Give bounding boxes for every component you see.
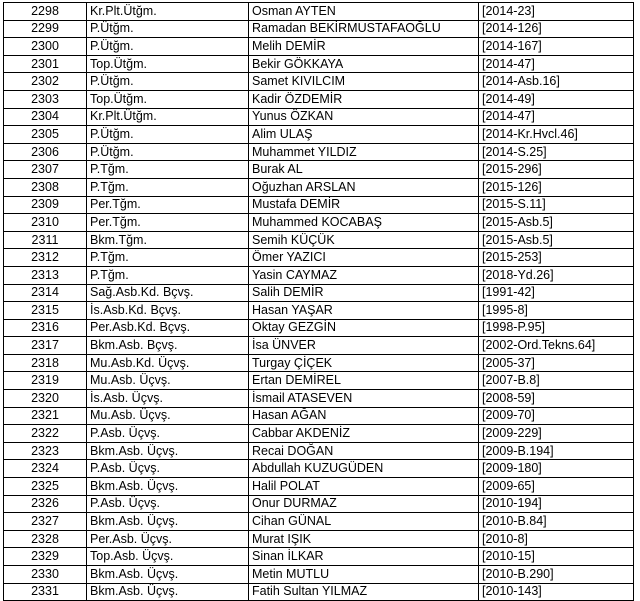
code-cell: [2015-Asb.5] — [479, 231, 634, 249]
rank-cell: Kr.Plt.Ütğm. — [87, 108, 249, 126]
name-cell: Recai DOĞAN — [249, 442, 479, 460]
rank-cell: Bkm.Asb. Bçvş. — [87, 337, 249, 355]
table-row — [4, 108, 634, 126]
name-cell: Alim ULAŞ — [249, 126, 479, 144]
table-row — [4, 390, 634, 408]
code-cell: [2014-167] — [479, 38, 634, 56]
rank-cell: Per.Asb.Kd. Bçvş. — [87, 319, 249, 337]
table-row — [4, 495, 634, 513]
rank-cell: Sağ.Asb.Kd. Bçvş. — [87, 284, 249, 302]
rank-cell: P.Tğm. — [87, 161, 249, 179]
table-row — [4, 460, 634, 478]
table-row — [4, 20, 634, 38]
rank-cell: P.Asb. Üçvş. — [87, 460, 249, 478]
row-number: 2328 — [4, 530, 87, 548]
name-cell: Hasan AĞAN — [249, 407, 479, 425]
code-cell: [2015-126] — [479, 178, 634, 196]
row-number: 2330 — [4, 566, 87, 584]
rank-cell: P.Tğm. — [87, 178, 249, 196]
row-number: 2309 — [4, 196, 87, 214]
code-cell: [1998-P.95] — [479, 319, 634, 337]
rank-cell: Mu.Asb. Üçvş. — [87, 407, 249, 425]
code-cell: [1991-42] — [479, 284, 634, 302]
code-cell: [2015-Asb.5] — [479, 214, 634, 232]
name-cell: Sinan İLKAR — [249, 548, 479, 566]
rank-cell: P.Ütğm. — [87, 126, 249, 144]
rank-cell: Per.Tğm. — [87, 214, 249, 232]
rank-cell: P.Tğm. — [87, 266, 249, 284]
table-row — [4, 442, 634, 460]
name-cell: Samet KIVILCIM — [249, 73, 479, 91]
rank-cell: P.Ütğm. — [87, 73, 249, 91]
table-row — [4, 407, 634, 425]
code-cell: [2009-65] — [479, 478, 634, 496]
code-cell: [2015-253] — [479, 249, 634, 267]
table-row — [4, 231, 634, 249]
name-cell: Fatih Sultan YILMAZ — [249, 583, 479, 601]
name-cell: Murat IŞIK — [249, 530, 479, 548]
table-row — [4, 3, 634, 21]
name-cell: Ertan DEMİREL — [249, 372, 479, 390]
code-cell: [2010-B.290] — [479, 566, 634, 584]
table-row — [4, 478, 634, 496]
table-row — [4, 161, 634, 179]
row-number: 2326 — [4, 495, 87, 513]
table-row — [4, 302, 634, 320]
row-number: 2323 — [4, 442, 87, 460]
rank-cell: Mu.Asb. Üçvş. — [87, 372, 249, 390]
code-cell: [2014-S.25] — [479, 143, 634, 161]
code-cell: [2018-Yd.26] — [479, 266, 634, 284]
code-cell: [2008-59] — [479, 390, 634, 408]
code-cell: [2014-47] — [479, 108, 634, 126]
rank-cell: P.Asb. Üçvş. — [87, 495, 249, 513]
name-cell: Cihan GÜNAL — [249, 513, 479, 531]
row-number: 2312 — [4, 249, 87, 267]
table-row — [4, 196, 634, 214]
code-cell: [2014-126] — [479, 20, 634, 38]
code-cell: [2010-143] — [479, 583, 634, 601]
rank-cell: Kr.Plt.Ütğm. — [87, 3, 249, 21]
row-number: 2300 — [4, 38, 87, 56]
row-number: 2307 — [4, 161, 87, 179]
row-number: 2322 — [4, 425, 87, 443]
rank-cell: Bkm.Asb. Üçvş. — [87, 478, 249, 496]
row-number: 2298 — [4, 3, 87, 21]
table-row — [4, 583, 634, 601]
row-number: 2304 — [4, 108, 87, 126]
row-number: 2331 — [4, 583, 87, 601]
table-row — [4, 178, 634, 196]
rank-cell: Top.Asb. Üçvş. — [87, 548, 249, 566]
table-row — [4, 337, 634, 355]
code-cell: [2010-15] — [479, 548, 634, 566]
table-row — [4, 530, 634, 548]
name-cell: Muhammet YILDIZ — [249, 143, 479, 161]
rank-cell: Per.Tğm. — [87, 196, 249, 214]
table-row — [4, 372, 634, 390]
rank-cell: İs.Asb.Kd. Bçvş. — [87, 302, 249, 320]
name-cell: Turgay ÇİÇEK — [249, 354, 479, 372]
row-number: 2310 — [4, 214, 87, 232]
code-cell: [2014-23] — [479, 3, 634, 21]
name-cell: Burak AL — [249, 161, 479, 179]
row-number: 2308 — [4, 178, 87, 196]
code-cell: [2014-49] — [479, 90, 634, 108]
code-cell: [2010-194] — [479, 495, 634, 513]
row-number: 2324 — [4, 460, 87, 478]
table-row — [4, 90, 634, 108]
table-row — [4, 548, 634, 566]
code-cell: [2010-B.84] — [479, 513, 634, 531]
table-row — [4, 354, 634, 372]
rank-cell: Top.Ütğm. — [87, 55, 249, 73]
rank-cell: Bkm.Tğm. — [87, 231, 249, 249]
rank-cell: Bkm.Asb. Üçvş. — [87, 566, 249, 584]
table-row — [4, 566, 634, 584]
name-cell: İsa ÜNVER — [249, 337, 479, 355]
code-cell: [2015-S.11] — [479, 196, 634, 214]
name-cell: Yasin CAYMAZ — [249, 266, 479, 284]
row-number: 2315 — [4, 302, 87, 320]
name-cell: Ömer YAZICI — [249, 249, 479, 267]
name-cell: Semih KÜÇÜK — [249, 231, 479, 249]
code-cell: [2009-B.194] — [479, 442, 634, 460]
rank-cell: Bkm.Asb. Üçvş. — [87, 442, 249, 460]
rank-cell: Top.Ütğm. — [87, 90, 249, 108]
table-row — [4, 266, 634, 284]
table-row — [4, 143, 634, 161]
table-row — [4, 214, 634, 232]
row-number: 2325 — [4, 478, 87, 496]
name-cell: Oktay GEZGİN — [249, 319, 479, 337]
rank-cell: İs.Asb. Üçvş. — [87, 390, 249, 408]
name-cell: Osman AYTEN — [249, 3, 479, 21]
row-number: 2327 — [4, 513, 87, 531]
name-cell: Kadir ÖZDEMİR — [249, 90, 479, 108]
code-cell: [2005-37] — [479, 354, 634, 372]
rank-cell: Mu.Asb.Kd. Üçvş. — [87, 354, 249, 372]
row-number: 2306 — [4, 143, 87, 161]
row-number: 2329 — [4, 548, 87, 566]
code-cell: [2014-Kr.Hvcl.46] — [479, 126, 634, 144]
code-cell: [2002-Ord.Tekns.64] — [479, 337, 634, 355]
rank-cell: P.Asb. Üçvş. — [87, 425, 249, 443]
row-number: 2318 — [4, 354, 87, 372]
row-number: 2321 — [4, 407, 87, 425]
rank-cell: P.Ütğm. — [87, 20, 249, 38]
code-cell: [2009-229] — [479, 425, 634, 443]
rank-cell: Bkm.Asb. Üçvş. — [87, 583, 249, 601]
name-cell: Ramadan BEKİRMUSTAFAOĞLU — [249, 20, 479, 38]
name-cell: Yunus ÖZKAN — [249, 108, 479, 126]
name-cell: Abdullah KUZUGÜDEN — [249, 460, 479, 478]
table-row — [4, 55, 634, 73]
rank-cell: P.Ütğm. — [87, 143, 249, 161]
table-body — [4, 3, 634, 601]
personnel-table — [3, 2, 634, 601]
name-cell: Salih DEMİR — [249, 284, 479, 302]
code-cell: [2014-47] — [479, 55, 634, 73]
rank-cell: Bkm.Asb. Üçvş. — [87, 513, 249, 531]
row-number: 2301 — [4, 55, 87, 73]
rank-cell: P.Ütğm. — [87, 38, 249, 56]
name-cell: İsmail ATASEVEN — [249, 390, 479, 408]
code-cell: [2007-B.8] — [479, 372, 634, 390]
name-cell: Cabbar AKDENİZ — [249, 425, 479, 443]
table-row — [4, 249, 634, 267]
row-number: 2305 — [4, 126, 87, 144]
rank-cell: P.Tğm. — [87, 249, 249, 267]
code-cell: [2009-70] — [479, 407, 634, 425]
row-number: 2320 — [4, 390, 87, 408]
code-cell: [1995-8] — [479, 302, 634, 320]
row-number: 2311 — [4, 231, 87, 249]
row-number: 2313 — [4, 266, 87, 284]
table-row — [4, 38, 634, 56]
table-row — [4, 73, 634, 91]
code-cell: [2010-8] — [479, 530, 634, 548]
table-row — [4, 284, 634, 302]
row-number: 2317 — [4, 337, 87, 355]
row-number: 2302 — [4, 73, 87, 91]
code-cell: [2014-Asb.16] — [479, 73, 634, 91]
rank-cell: Per.Asb. Üçvş. — [87, 530, 249, 548]
name-cell: Onur DURMAZ — [249, 495, 479, 513]
name-cell: Metin MUTLU — [249, 566, 479, 584]
table-row — [4, 425, 634, 443]
name-cell: Halil POLAT — [249, 478, 479, 496]
name-cell: Bekir GÖKKAYA — [249, 55, 479, 73]
name-cell: Hasan YAŞAR — [249, 302, 479, 320]
name-cell: Melih DEMİR — [249, 38, 479, 56]
name-cell: Oğuzhan ARSLAN — [249, 178, 479, 196]
table-row — [4, 126, 634, 144]
row-number: 2303 — [4, 90, 87, 108]
name-cell: Mustafa DEMİR — [249, 196, 479, 214]
row-number: 2299 — [4, 20, 87, 38]
row-number: 2316 — [4, 319, 87, 337]
row-number: 2314 — [4, 284, 87, 302]
row-number: 2319 — [4, 372, 87, 390]
name-cell: Muhammed KOCABAŞ — [249, 214, 479, 232]
table-row — [4, 513, 634, 531]
code-cell: [2009-180] — [479, 460, 634, 478]
table-row — [4, 319, 634, 337]
code-cell: [2015-296] — [479, 161, 634, 179]
